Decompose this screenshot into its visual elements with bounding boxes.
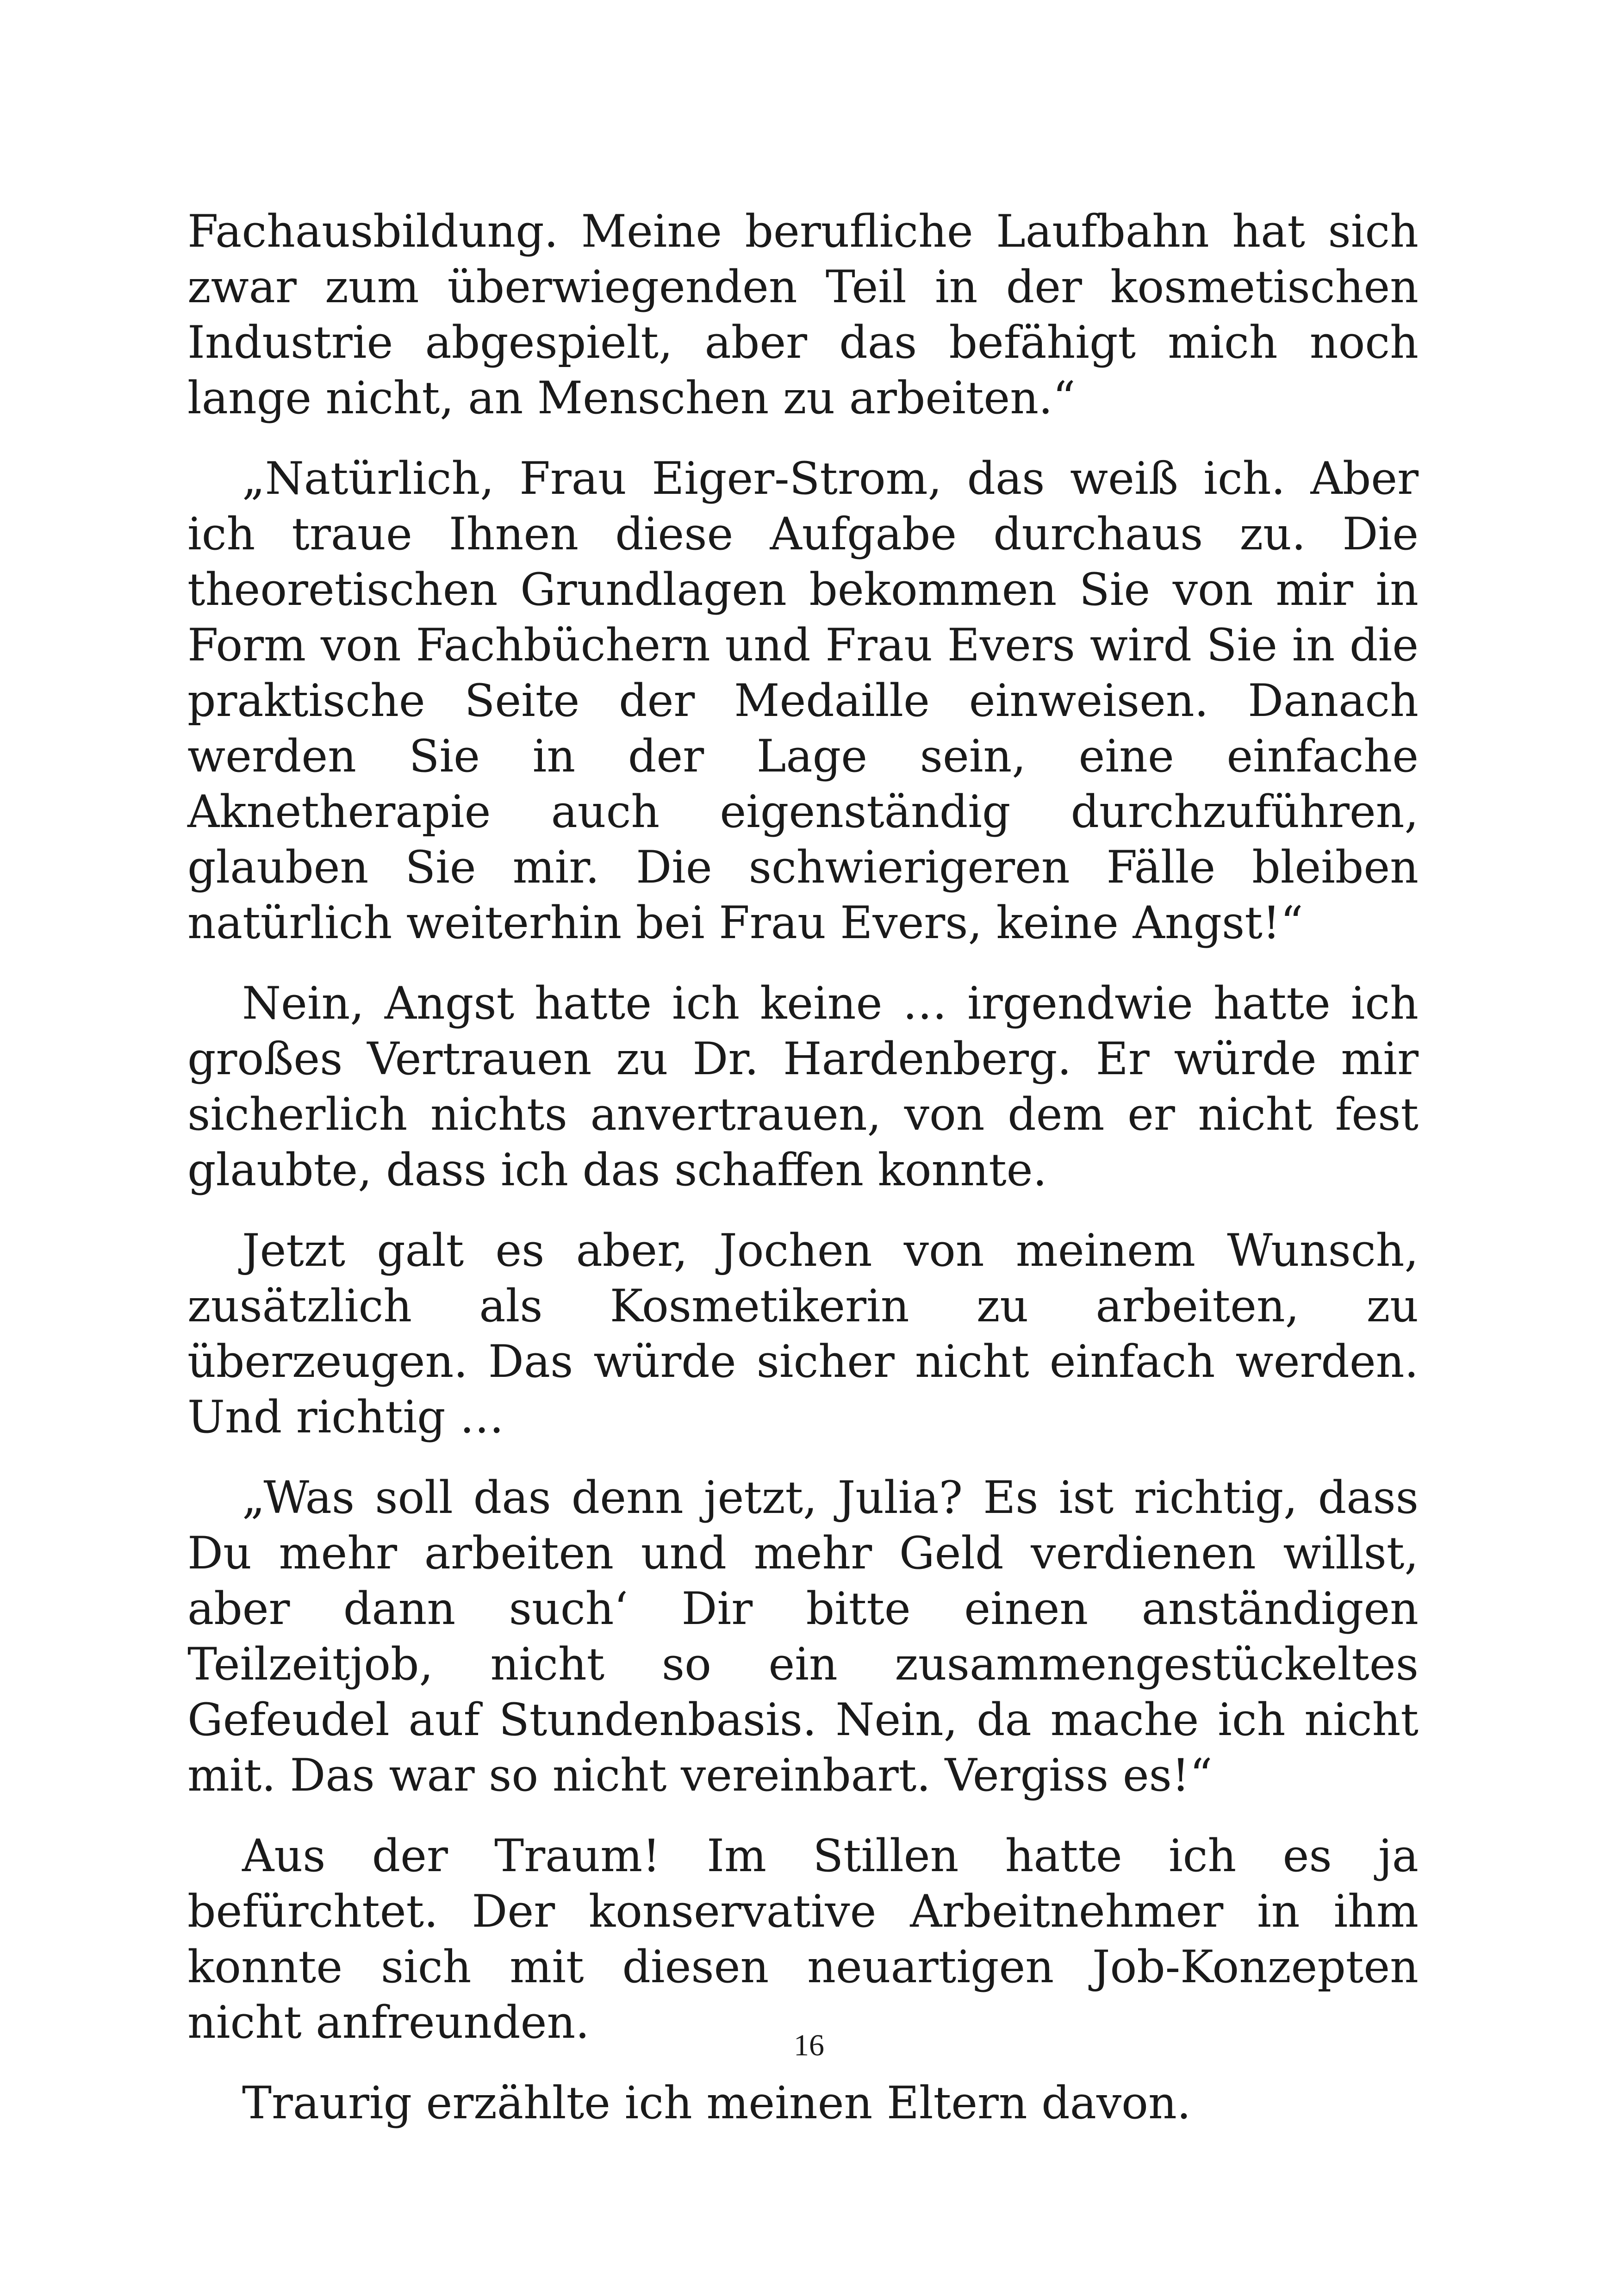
paragraph-2: „Natürlich, Frau Eiger-Strom, das weiß ich. Aber ich traue Ihnen diese Aufgabe durchaus zu. Die theoretischen Grundlagen bekommen Sie von mir in Form von Fachbüchern und Frau Evers wird Sie in die praktische Seite der Medaille einweisen. Danach werden Sie in der Lage sein, eine einfache Aknetherapie auch eigenständig durchzuführen, glauben Sie mir. Die schwierigeren Fälle bleiben natürlich weiterhin bei Frau Evers, keine Angst!“ [187, 453, 1419, 949]
paragraph-1: Fachausbildung. Meine berufliche Laufbahn hat sich zwar zum überwiegenden Teil in der kosmetischen Industrie abgespielt, aber das befähigt mich noch lange nicht, an Menschen zu arbeiten.“ [187, 205, 1419, 424]
paragraph-6: Aus der Traum! Im Stillen hatte ich es ja befürchtet. Der konservative Arbeitnehmer in ihm konnte sich mit diesen neuartigen Job-Konzepten nicht anfreunden. [187, 1830, 1419, 2048]
paragraph-7: Traurig erzählte ich meinen Eltern davon. [242, 2077, 1191, 2129]
paragraph-4: Jetzt galt es aber, Jochen von meinem Wunsch, zusätzlich als Kosmetikerin zu arbeiten, zu überzeugen. Das würde sicher nicht einfach werden. Und richtig … [187, 1225, 1419, 1443]
page-number: 16 [794, 2028, 824, 2062]
body-text [187, 204, 1419, 2131]
paragraph-3: Nein, Angst hatte ich keine … irgendwie hatte ich großes Vertrauen zu Dr. Hardenberg. Er würde mir sicherlich nichts anvertrauen, von dem er nicht fest glaubte, dass ich das schaffen konnte. [187, 977, 1419, 1196]
paragraph-5: „Was soll das denn jetzt, Julia? Es ist richtig, dass Du mehr arbeiten und mehr Geld verdienen willst, aber dann such‘ Dir bitte einen anständigen Teilzeitjob, nicht so ein zusammengestückeltes Gefeudel auf Stundenbasis. Nein, da mache ich nicht mit. Das war so nicht vereinbart. Vergiss es!“ [187, 1472, 1419, 1801]
